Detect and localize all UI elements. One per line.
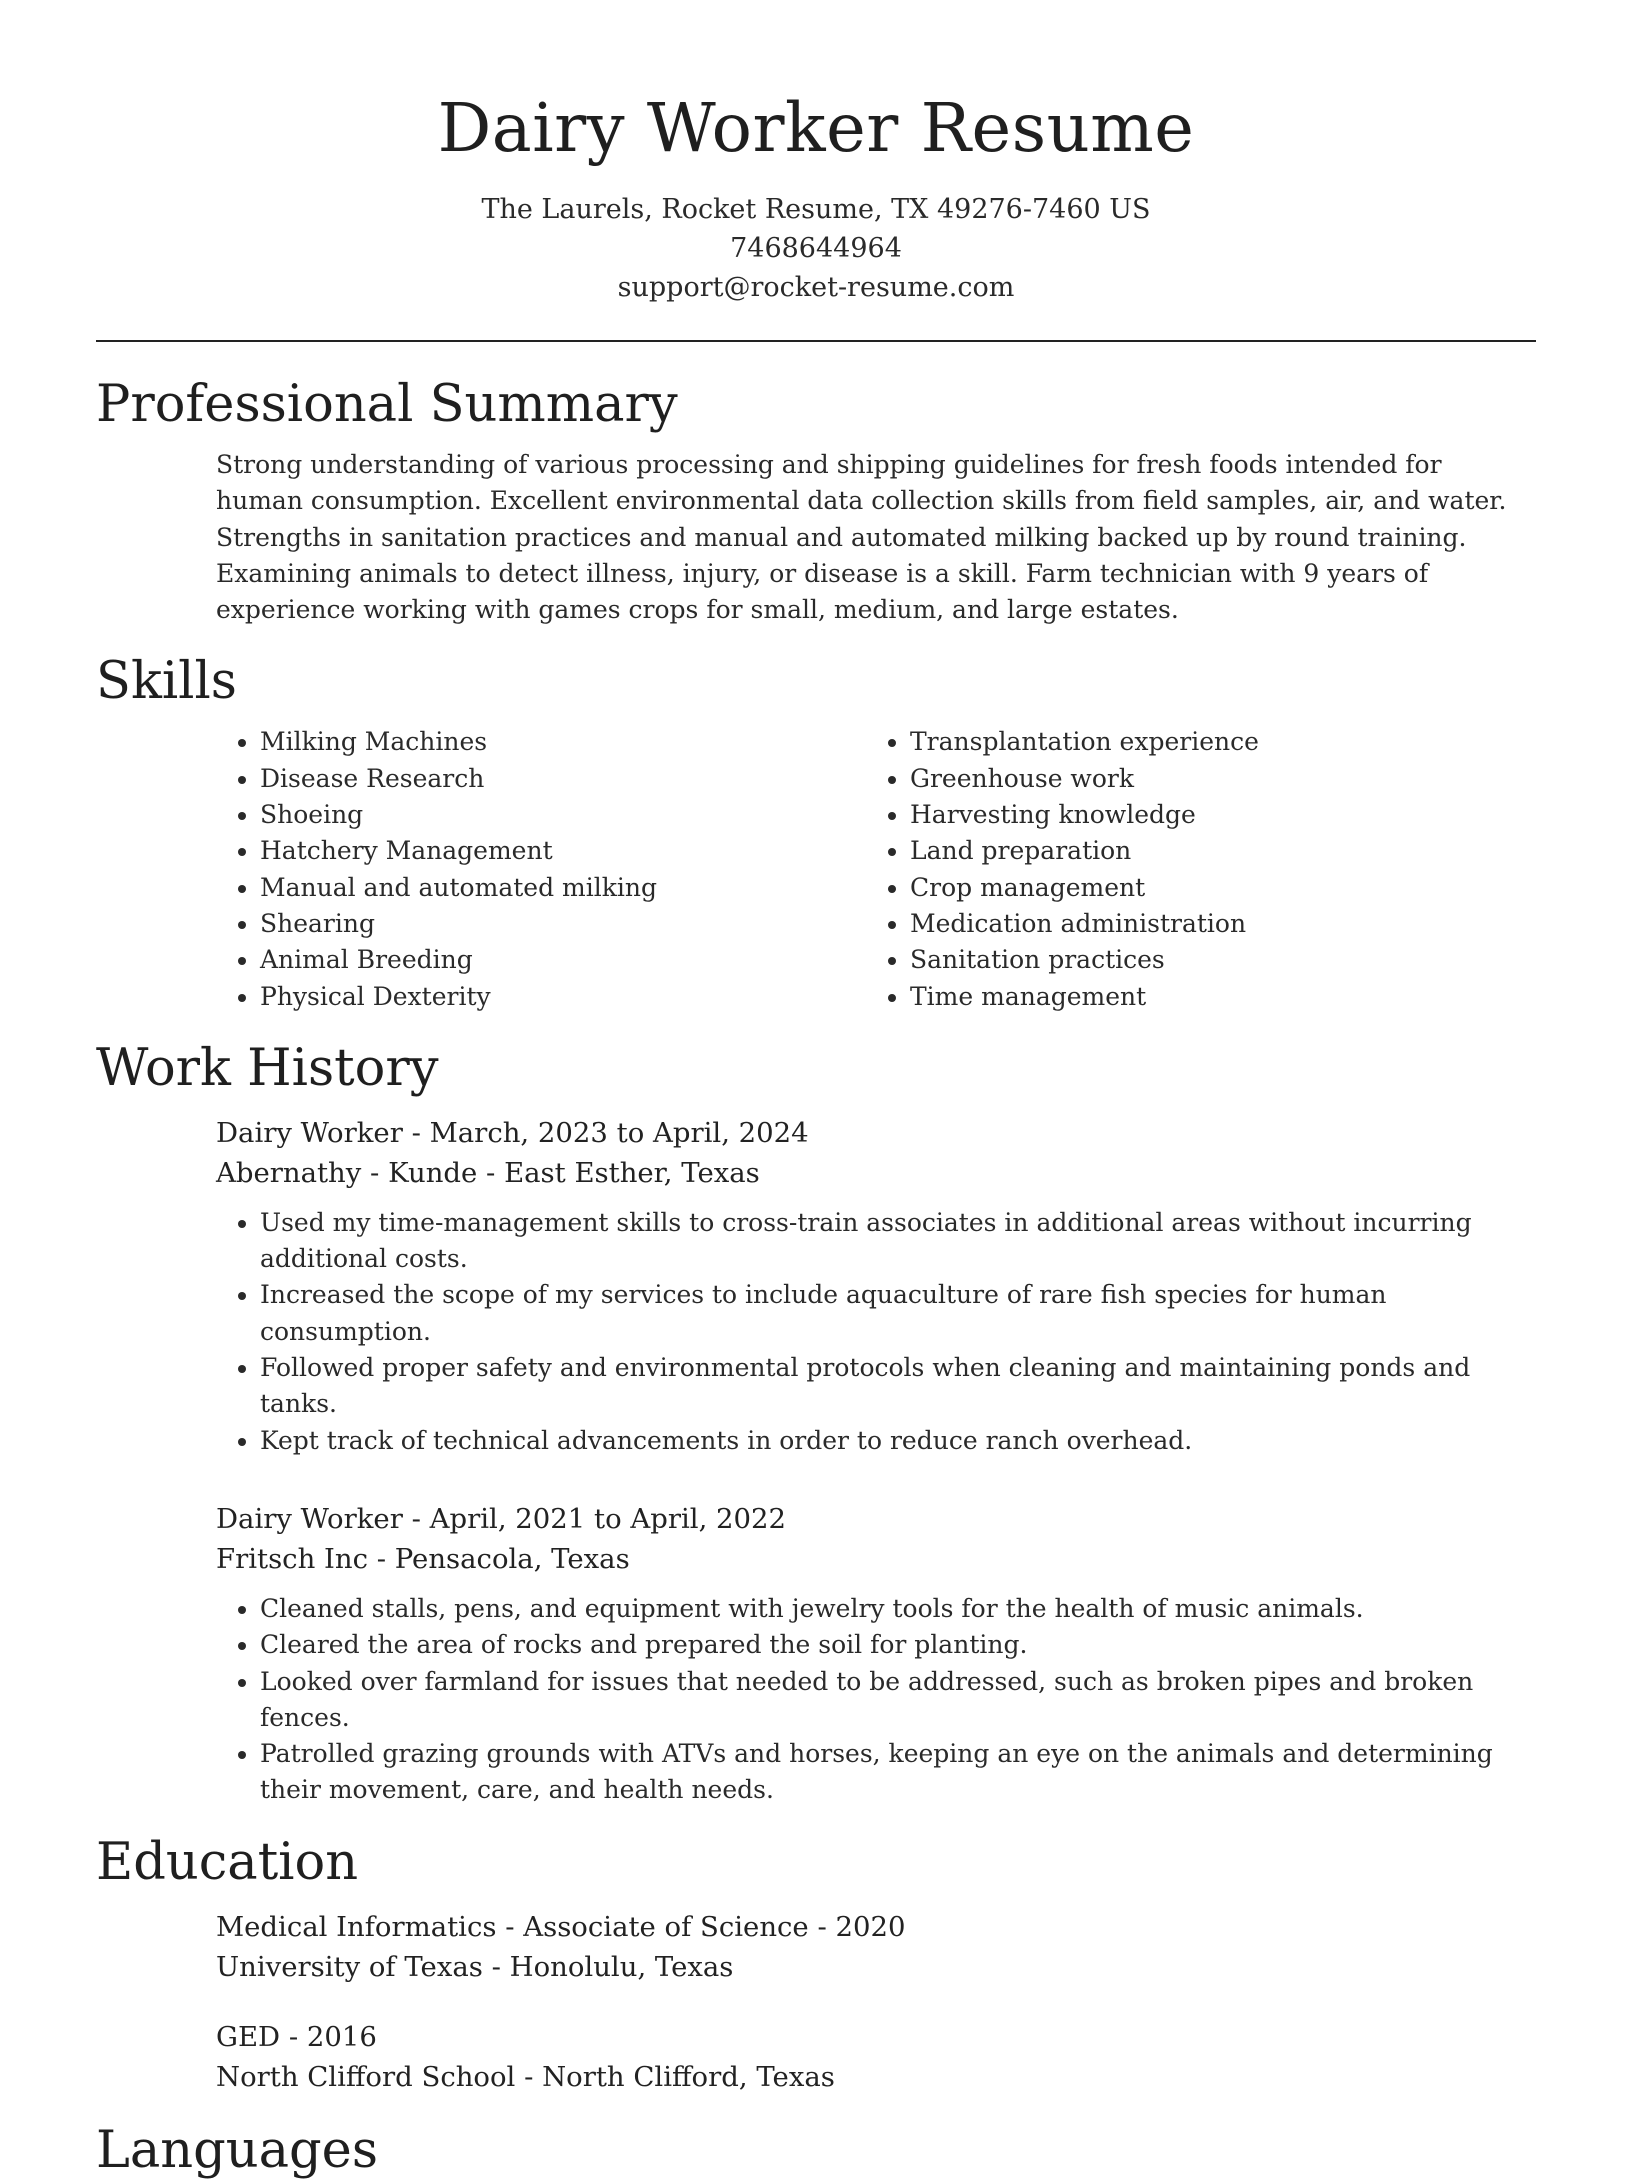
skill-item: • Disease Research [260, 761, 866, 797]
skill-item: • Physical Dexterity [260, 979, 866, 1015]
job-duty: • Followed proper safety and environmental protocols when cleaning and maintaining ponds and tanks. [260, 1350, 1536, 1423]
job-duty: • Cleared the area of rocks and prepared the soil for planting. [260, 1627, 1536, 1663]
skills-heading: Skills [96, 652, 237, 712]
skill-item: • Land preparation [910, 833, 1516, 869]
work-history-heading: Work History [96, 1038, 439, 1098]
skills-section [96, 650, 1536, 1014]
languages-section [96, 2119, 1536, 2183]
job-duties [216, 1591, 1536, 1809]
job-duty: • Used my time-management skills to cross-train associates in additional areas without incurring additional costs. [260, 1205, 1536, 1278]
skill-item: • Manual and automated milking [260, 870, 866, 906]
skill-item: • Milking Machines [260, 724, 866, 760]
resume-header [96, 0, 1536, 307]
job-employer-line: Abernathy - Kunde - East Esther, Texas [216, 1156, 760, 1189]
education-entry [216, 1907, 1536, 1987]
job-duty: • Cleaned stalls, pens, and equipment with jewelry tools for the health of music animals. [260, 1591, 1536, 1627]
summary-text: Strong understanding of various processing and shipping guidelines for fresh foods intended for human consumption. Excellent environmental data collection skills from field samples, air, and water. Strengths in sanitation practices and manual and automated milking backed up by round training. Examining animals to detect illness, injury, or disease is a skill. Farm technician with 9 years of experience working with games crops for small, medium, and large estates. [216, 450, 1507, 625]
skill-item: • Greenhouse work [910, 761, 1516, 797]
education-section [96, 1831, 1536, 2097]
job-entry [216, 1113, 1536, 1459]
job-duty: • Kept track of technical advancements in order to reduce ranch overhead. [260, 1423, 1536, 1459]
education-heading: Education [96, 1832, 359, 1892]
education-entry [216, 2017, 1536, 2097]
skill-item: • Transplantation experience [910, 724, 1516, 760]
job-title-line: Dairy Worker - March, 2023 to April, 2024 [216, 1116, 809, 1149]
school-line: University of Texas - Honolulu, Texas [216, 1950, 734, 1983]
skill-item: • Sanitation practices [910, 942, 1516, 978]
header-divider [96, 340, 1536, 342]
summary-section [96, 373, 1536, 628]
job-employer-line: Fritsch Inc - Pensacola, Texas [216, 1542, 630, 1575]
skills-grid [216, 724, 1536, 1014]
skill-item: • Harvesting knowledge [910, 797, 1516, 833]
skills-column-right [866, 724, 1516, 1014]
address: The Laurels, Rocket Resume, TX 49276-7460 US [481, 194, 1151, 225]
skill-item: • Hatchery Management [260, 833, 866, 869]
degree-line: GED - 2016 [216, 2020, 377, 2053]
skill-item: • Crop management [910, 870, 1516, 906]
job-duties [216, 1205, 1536, 1459]
resume-title: Dairy Worker Resume [437, 89, 1195, 167]
languages-heading: Languages [96, 2120, 379, 2180]
skill-item: • Animal Breeding [260, 942, 866, 978]
skills-column-left [216, 724, 866, 1014]
job-duty: • Patrolled grazing grounds with ATVs and horses, keeping an eye on the animals and determining their movement, care, and health needs. [260, 1736, 1536, 1809]
skill-item: • Time management [910, 979, 1516, 1015]
job-title-line: Dairy Worker - April, 2021 to April, 2022 [216, 1502, 787, 1535]
work-history-section [96, 1037, 1536, 1809]
skill-item: • Medication administration [910, 906, 1516, 942]
school-line: North Clifford School - North Clifford, Texas [216, 2060, 835, 2093]
phone-number: 7468644964 [730, 233, 902, 264]
contact-info [96, 190, 1536, 307]
job-entry [216, 1499, 1536, 1809]
summary-heading: Professional Summary [96, 375, 678, 434]
degree-line: Medical Informatics - Associate of Science - 2020 [216, 1910, 906, 1943]
email-address: support@rocket-resume.com [617, 272, 1015, 303]
job-duty: • Increased the scope of my services to include aquaculture of rare fish species for human consumption. [260, 1277, 1536, 1350]
skill-item: • Shoeing [260, 797, 866, 833]
job-duty: • Looked over farmland for issues that needed to be addressed, such as broken pipes and broken fences. [260, 1664, 1536, 1737]
skill-item: • Shearing [260, 906, 866, 942]
